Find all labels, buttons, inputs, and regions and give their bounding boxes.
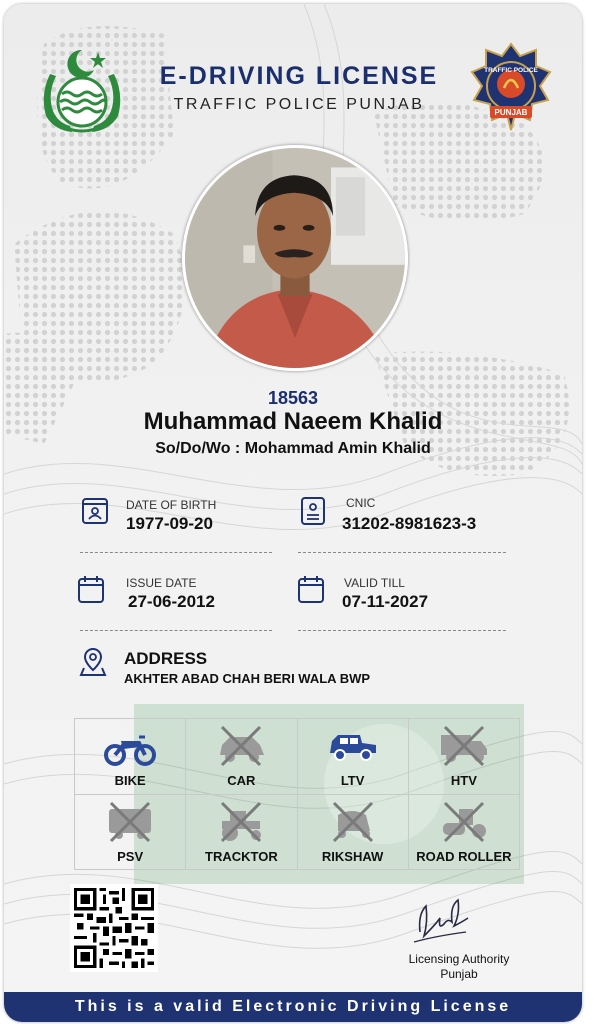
divider [80, 630, 272, 631]
parent-name: So/Do/Wo : Mohammad Amin Khalid [155, 440, 431, 457]
cnic-field [298, 496, 518, 536]
bus-icon [101, 801, 159, 845]
vehicle-label: RIKSHAW [321, 848, 384, 864]
cnic-label: CNIC [346, 496, 376, 510]
licensing-authority [394, 952, 524, 982]
vehicle-label: LTV [340, 773, 365, 788]
holder-name: Muhammad Naeem Khalid [143, 408, 443, 435]
dob-field [80, 496, 280, 536]
rickshaw-icon [324, 801, 382, 845]
calendar-icon [76, 574, 106, 604]
address-label: ADDRESS [124, 649, 208, 668]
card-subtitle: TRAFFIC POLICE PUNJAB [173, 96, 425, 113]
id-card-icon [298, 496, 328, 526]
motorbike-icon [101, 725, 159, 769]
vehicle-cell-tractor [186, 795, 297, 871]
calendar-icon [296, 574, 326, 604]
vehicle-label: PSV [117, 848, 144, 864]
authority-line2: Punjab [440, 967, 478, 981]
divider [298, 630, 506, 631]
dob-value: 1977-09-20 [126, 514, 213, 533]
valid-till-value: 07-11-2027 [342, 592, 429, 611]
badge-top-text: TRAFFIC POLICE [484, 67, 538, 74]
footer-banner: This is a valid Electronic Driving License [4, 992, 582, 1022]
vehicle-label: TRACKTOR [205, 848, 278, 864]
punjab-government-logo [32, 44, 132, 136]
vehicle-label: BIKE [114, 773, 146, 788]
calendar-user-icon [80, 496, 110, 526]
license-card [4, 4, 582, 1022]
card-title: E-DRIVING LICENSE [159, 62, 439, 90]
vehicle-cell-ltv [298, 719, 409, 795]
vehicle-cell-htv [409, 719, 520, 795]
vehicle-label: HTV [450, 773, 477, 788]
vehicle-cell-rickshaw [298, 795, 409, 871]
road-roller-icon [435, 801, 493, 845]
tractor-icon [212, 801, 270, 845]
vehicle-cell-bike [75, 719, 186, 795]
vehicle-cell-road-roller [409, 795, 520, 871]
vehicle-label: CAR [227, 773, 256, 788]
issue-date-value: 27-06-2012 [128, 592, 215, 611]
valid-till-field [296, 574, 516, 614]
cnic-value: 31202-8981623-3 [342, 514, 477, 533]
divider [80, 552, 272, 553]
license-number: 18563 [267, 388, 319, 408]
holder-photo [182, 145, 408, 371]
signature [406, 892, 476, 948]
issue-date-label: ISSUE DATE [126, 576, 197, 590]
car-icon [212, 725, 270, 769]
qr-code[interactable] [70, 884, 158, 972]
divider [298, 552, 506, 553]
vehicle-category-grid [74, 718, 520, 870]
location-pin-icon [78, 646, 108, 678]
vehicle-label: ROAD ROLLER [416, 848, 512, 864]
badge-bottom-text: PUNJAB [494, 108, 528, 117]
authority-line1: Licensing Authority [408, 952, 510, 966]
issue-date-field [76, 574, 276, 614]
vehicle-cell-psv [75, 795, 186, 871]
traffic-police-badge [470, 42, 552, 138]
valid-till-label: VALID TILL [344, 576, 405, 590]
jeep-icon [324, 725, 382, 769]
address-value: AKHTER ABAD CHAH BERI WALA BWP [124, 671, 371, 686]
truck-icon [435, 725, 493, 769]
vehicle-cell-car [186, 719, 297, 795]
dob-label: DATE OF BIRTH [126, 498, 217, 512]
